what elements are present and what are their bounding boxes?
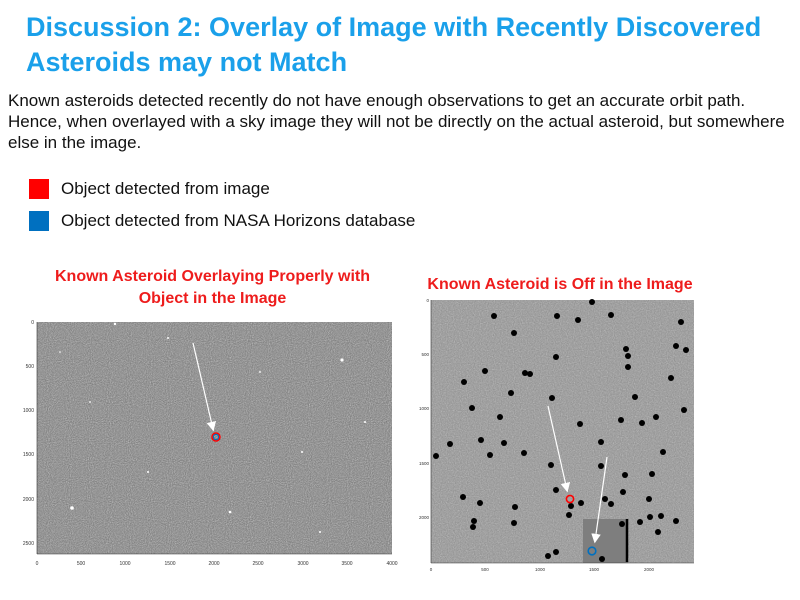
y-tick-label: 500: [25, 364, 34, 370]
right-x-tick-labels: [430, 567, 655, 572]
x-tick-label: 4000: [386, 561, 398, 567]
y-tick-label: 2000: [418, 515, 429, 520]
legend-item-image-detected: [29, 179, 270, 199]
y-tick-label: 1000: [418, 406, 429, 411]
y-tick-label: 1000: [22, 408, 34, 414]
x-tick-label: 1500: [588, 567, 600, 572]
y-tick-label: 1500: [22, 452, 34, 458]
legend-item-horizons: [29, 211, 415, 231]
y-tick-label: 1500: [418, 461, 429, 466]
x-tick-label: 2500: [252, 561, 264, 567]
x-tick-label: 2000: [208, 561, 220, 567]
y-tick-label: 2500: [22, 541, 34, 547]
slide-title: Discussion 2: Overlay of Image with Recently Discovered Asteroids may not Match: [26, 12, 762, 77]
x-tick-label: 2000: [643, 567, 655, 572]
y-tick-label: 0: [31, 320, 34, 326]
x-tick-label: 0: [429, 567, 433, 572]
left-panel-caption: Known Asteroid Overlaying Properly with Object in the Image: [54, 268, 370, 307]
left-image-noise: [37, 322, 392, 554]
red-square-icon: [29, 179, 49, 199]
right-y-tick-labels: [419, 298, 430, 520]
legend-label: Object detected from NASA Horizons database: [61, 211, 416, 230]
y-tick-label: 0: [426, 298, 429, 303]
x-tick-label: 0: [35, 561, 39, 567]
x-tick-label: 1000: [534, 567, 546, 572]
y-tick-label: 2000: [22, 497, 34, 503]
x-tick-label: 3500: [341, 561, 353, 567]
y-tick-label: 500: [421, 352, 429, 357]
right-sky-image: [418, 294, 703, 574]
right-panel-caption: Known Asteroid is Off in the Image: [427, 276, 693, 293]
left-x-tick-labels: [36, 561, 398, 567]
x-tick-label: 3000: [297, 561, 309, 567]
x-tick-label: 1000: [119, 561, 131, 567]
legend-label: Object detected from image: [61, 179, 270, 198]
slide-body-text: Known asteroids detected recently do not have enough observations to get an accurate orbit path. Hence, when overlayed with a sky image they will not be directly on the actual asteroid, but somewhere else in the image.: [8, 91, 785, 152]
left-y-tick-labels: [23, 320, 34, 547]
blue-square-icon: [29, 211, 49, 231]
x-tick-label: 1500: [164, 561, 176, 567]
right-image-noise: [431, 300, 694, 563]
x-tick-label: 500: [481, 567, 489, 572]
x-tick-label: 500: [76, 561, 86, 567]
left-sky-image: [20, 312, 405, 574]
